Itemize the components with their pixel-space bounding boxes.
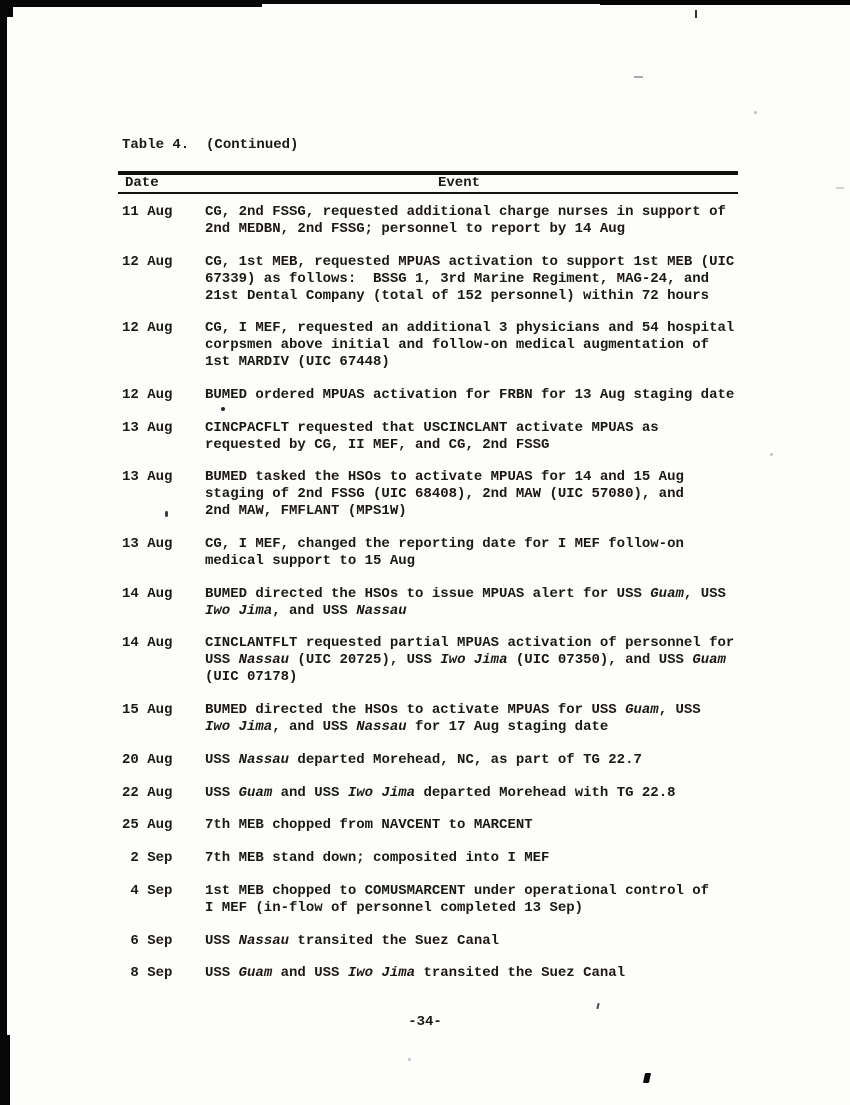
table-row xyxy=(122,536,762,570)
row-event: USS Guam and USS Iwo Jima departed Morehead with TG 22.8 xyxy=(205,784,676,801)
row-event: 1st MEB chopped to COMUSMARCENT under operational control of I MEF (in-flow of personnel completed 13 Sep) xyxy=(205,882,710,916)
column-header-event: Event xyxy=(438,175,481,191)
row-date: 2 Sep xyxy=(122,850,173,867)
row-event: CG, I MEF, requested an additional 3 physicians and 54 hospital corpsmen above initial and follow-on medical augmentation of 1st MARDIV (UIC 67448) xyxy=(205,320,735,371)
row-event: USS Guam and USS Iwo Jima transited the Suez Canal xyxy=(205,965,626,982)
scan-speck xyxy=(754,111,757,114)
row-event: BUMED tasked the HSOs to activate MPUAS for 14 and 15 Aug staging of 2nd FSSG (UIC 68408), 2nd MAW (UIC 57080), and 2nd MAW, FMFLANT (MPS1W) xyxy=(205,469,684,520)
scan-edge-left xyxy=(0,0,7,1105)
row-date: 8 Sep xyxy=(122,965,173,982)
row-event: CINCLANTFLT requested partial MPUAS activation of personnel for USS Nassau (UIC 20725), USS Iwo Jima (UIC 07350), and USS Guam (UIC 07178) xyxy=(205,635,735,686)
row-event: USS Nassau departed Morehead, NC, as part of TG 22.7 xyxy=(205,751,642,768)
scan-speck xyxy=(770,453,773,456)
page-number: -34- xyxy=(408,1014,442,1030)
scan-speck xyxy=(836,187,844,189)
table-row xyxy=(122,965,762,982)
scan-speck xyxy=(634,76,643,78)
table-row xyxy=(122,850,762,867)
table-row xyxy=(122,752,762,769)
table-title: Table 4. (Continued) xyxy=(122,137,299,153)
row-date: 13 Aug xyxy=(122,419,173,436)
row-event: CG, 1st MEB, requested MPUAS activation to support 1st MEB (UIC 67339) as follows: BSSG 1, 3rd Marine Regiment, MAG-24, and 21st Dental Company (total of 152 personnel) within 72 hours xyxy=(205,253,735,304)
table-rule-top xyxy=(118,171,738,175)
table-row xyxy=(122,702,762,736)
scan-edge-top-right xyxy=(600,0,850,5)
row-date: 12 Aug xyxy=(122,253,173,270)
row-date: 25 Aug xyxy=(122,817,173,834)
row-date: 12 Aug xyxy=(122,386,173,403)
table-row xyxy=(122,320,762,371)
scan-speck xyxy=(408,1058,411,1061)
table-row xyxy=(122,254,762,305)
row-date: 15 Aug xyxy=(122,702,173,719)
row-event: BUMED directed the HSOs to issue MPUAS alert for USS Guam, USS Iwo Jima, and USS Nassau xyxy=(205,585,726,619)
row-event: BUMED directed the HSOs to activate MPUAS for USS Guam, USS Iwo Jima, and USS Nassau for 17 Aug staging date xyxy=(205,702,701,735)
row-event: USS Nassau transited the Suez Canal xyxy=(205,932,500,949)
row-event: CINCPACFLT requested that USCINCLANT activate MPUAS as requested by CG, II MEF, and CG, 2nd FSSG xyxy=(205,419,659,453)
row-date: 20 Aug xyxy=(122,751,173,768)
row-event: CG, 2nd FSSG, requested additional charge nurses in support of 2nd MEDBN, 2nd FSSG; personnel to report by 14 Aug xyxy=(205,204,726,237)
row-date: 4 Sep xyxy=(122,882,173,899)
scan-corner-blob xyxy=(0,0,13,17)
row-date: 6 Sep xyxy=(122,932,173,949)
table-row xyxy=(122,469,762,520)
row-event: 7th MEB stand down; composited into I MEF xyxy=(205,850,550,867)
table-body xyxy=(122,204,762,998)
column-header-date: Date xyxy=(125,175,159,191)
row-date: 12 Aug xyxy=(122,320,173,337)
row-date: 14 Aug xyxy=(122,585,173,602)
row-date: 14 Aug xyxy=(122,635,173,652)
table-row xyxy=(122,635,762,686)
row-date: 13 Aug xyxy=(122,536,173,553)
table-row xyxy=(122,420,762,454)
scan-blot xyxy=(643,1073,651,1083)
table-row xyxy=(122,817,762,834)
table-row xyxy=(122,204,762,238)
row-date: 22 Aug xyxy=(122,784,173,801)
row-date: 13 Aug xyxy=(122,469,173,486)
table-row xyxy=(122,933,762,950)
header-underline xyxy=(118,192,738,194)
table-row xyxy=(122,785,762,802)
row-event: CG, I MEF, changed the reporting date for I MEF follow-on medical support to 15 Aug xyxy=(205,536,684,569)
table-row xyxy=(122,387,762,404)
row-date: 11 Aug xyxy=(122,204,173,220)
row-event: BUMED ordered MPUAS activation for FRBN for 13 Aug staging date xyxy=(205,386,735,403)
table-row xyxy=(122,883,762,917)
row-event: 7th MEB chopped from NAVCENT to MARCENT xyxy=(205,817,533,834)
scan-speck xyxy=(596,1003,599,1009)
scan-edge-top-thick xyxy=(0,0,262,7)
scan-speck xyxy=(695,10,697,18)
scan-edge-left-lower xyxy=(0,1035,10,1105)
table-row xyxy=(122,586,762,620)
